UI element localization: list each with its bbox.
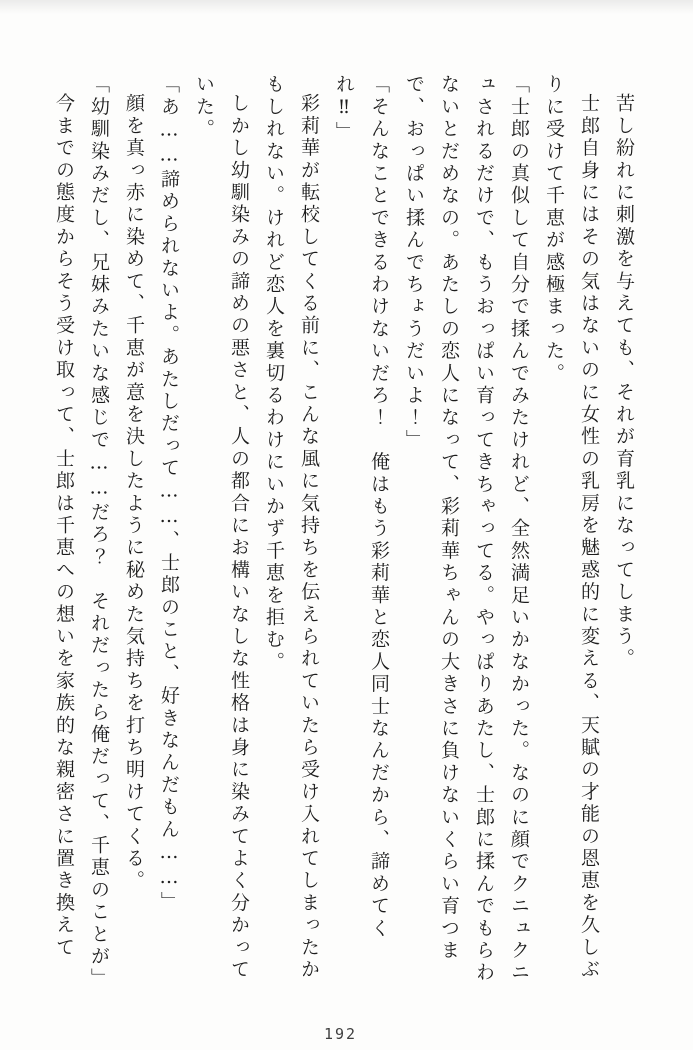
page-number: 192 — [323, 1025, 358, 1043]
paragraph: 顔を真っ赤に染めて、千恵が意を決したように秘めた気持ちを打ち明けてくる。 — [123, 93, 145, 893]
paragraph: 「あ……諦められないよ。あたしだって……、士郎のこと、好きなんだもん……」 — [158, 74, 180, 914]
paragraph: 彩莉華が転校してくる前に、こんな風に気持ちを伝えられていたら受け入れてしまったかもしれない。けれど恋人を裏切るわけにいかず千恵を拒む。 — [263, 74, 320, 981]
paragraph: 苦し紛れに刺激を与えても、それが育乳になってしまう。 — [613, 93, 635, 671]
paragraph: 今までの態度からそう受け取って、士郎は千恵への想いを家族的な親密さに置き換えて — [53, 93, 75, 959]
paragraph: 「幼馴染みだし、兄妹みたいな感じで……だろ？ それだったら俺だって、千恵のことが」 — [88, 74, 110, 991]
paragraph: 「そんなことできるわけないだろ！ 俺はもう彩莉華と恋人同士なんだから、諦めてくれ‼」 — [333, 74, 390, 940]
vertical-text-block — [45, 74, 641, 990]
paragraph: しかし幼馴染みの諦めの悪さと、人の都合にお構いなしな性格は身に染みてよく分かっていた。 — [193, 74, 250, 981]
paragraph: 「士郎の真似して自分で揉んでみたけれど、全然満足いかなかった。なのに顔でクニュクニュされるだけで、もうおっぱい育ってきちゃってる。やっぱりあたし、士郎に揉んでもらわないとだめなの。あたしの恋人になって、彩莉華ちゃんの大きさに負けないくらい育つまで、おっぱい揉んでちょうだいよ！」 — [403, 74, 530, 985]
paragraph: 士郎自身にはその気はないのに女性の乳房を魅惑的に変える、天賦の才能の恩恵を久しぶりに受けて千恵が感極まった。 — [543, 74, 600, 981]
